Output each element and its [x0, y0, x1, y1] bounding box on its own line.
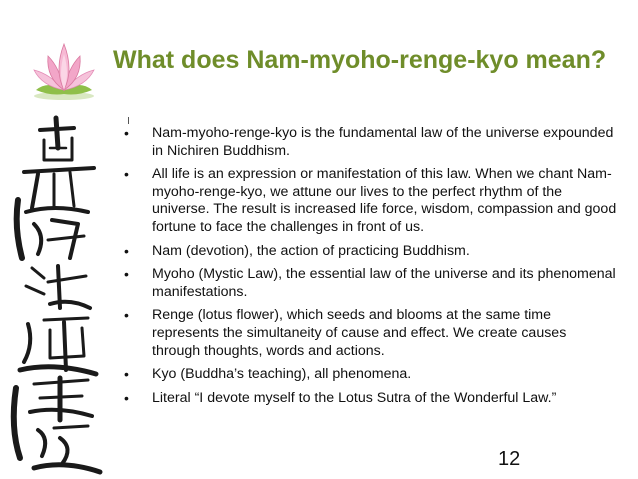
bullet-marker: • — [124, 125, 129, 141]
list-item-text: Myoho (Mystic Law), the essential law of the universe and its phenomenal manifestations. — [152, 266, 616, 300]
list-item-text: All life is an expression or manifestation of this law. When we chant Nam-myoho-renge-kyo, we attune our lives to the perfect rhythm of the universe. The result is increased life force, wisdom, compassion and good fortune to face the challenges in front of us. — [152, 166, 617, 235]
bullet-marker: • — [124, 366, 129, 383]
list-item — [122, 390, 617, 408]
list-item-text: Kyo (Buddha’s teaching), all phenomena. — [152, 366, 412, 383]
page-number: 12 — [498, 448, 521, 470]
bullet-list — [122, 125, 617, 413]
bullet-marker: • — [124, 166, 129, 183]
list-item — [122, 125, 617, 160]
text-cursor — [128, 117, 129, 124]
list-item — [122, 166, 617, 236]
bullet-marker: • — [124, 389, 129, 406]
list-item-text: Nam-myoho-renge-kyo is the fundamental law of the universe expounded in Nichiren Buddhism. — [152, 125, 614, 159]
lotus-flower-icon — [28, 40, 100, 102]
list-item — [122, 366, 617, 384]
bullet-marker: • — [124, 307, 129, 324]
calligraphy-scroll-image — [4, 108, 114, 478]
bullet-marker: • — [124, 242, 129, 259]
list-item — [122, 266, 617, 301]
list-item — [122, 243, 617, 261]
slide-title: What does Nam-myoho-renge-kyo mean? — [113, 46, 607, 74]
list-item-text: Literal “I devote myself to the Lotus Sutra of the Wonderful Law.” — [152, 389, 557, 406]
list-item — [122, 307, 617, 360]
list-item-text: Nam (devotion), the action of practicing Buddhism. — [152, 242, 470, 259]
list-item-text: Renge (lotus flower), which seeds and blooms at the same time represents the simultaneity of cause and effect. We create causes through thoughts, words and actions. — [152, 307, 567, 359]
bullet-marker: • — [124, 266, 129, 283]
